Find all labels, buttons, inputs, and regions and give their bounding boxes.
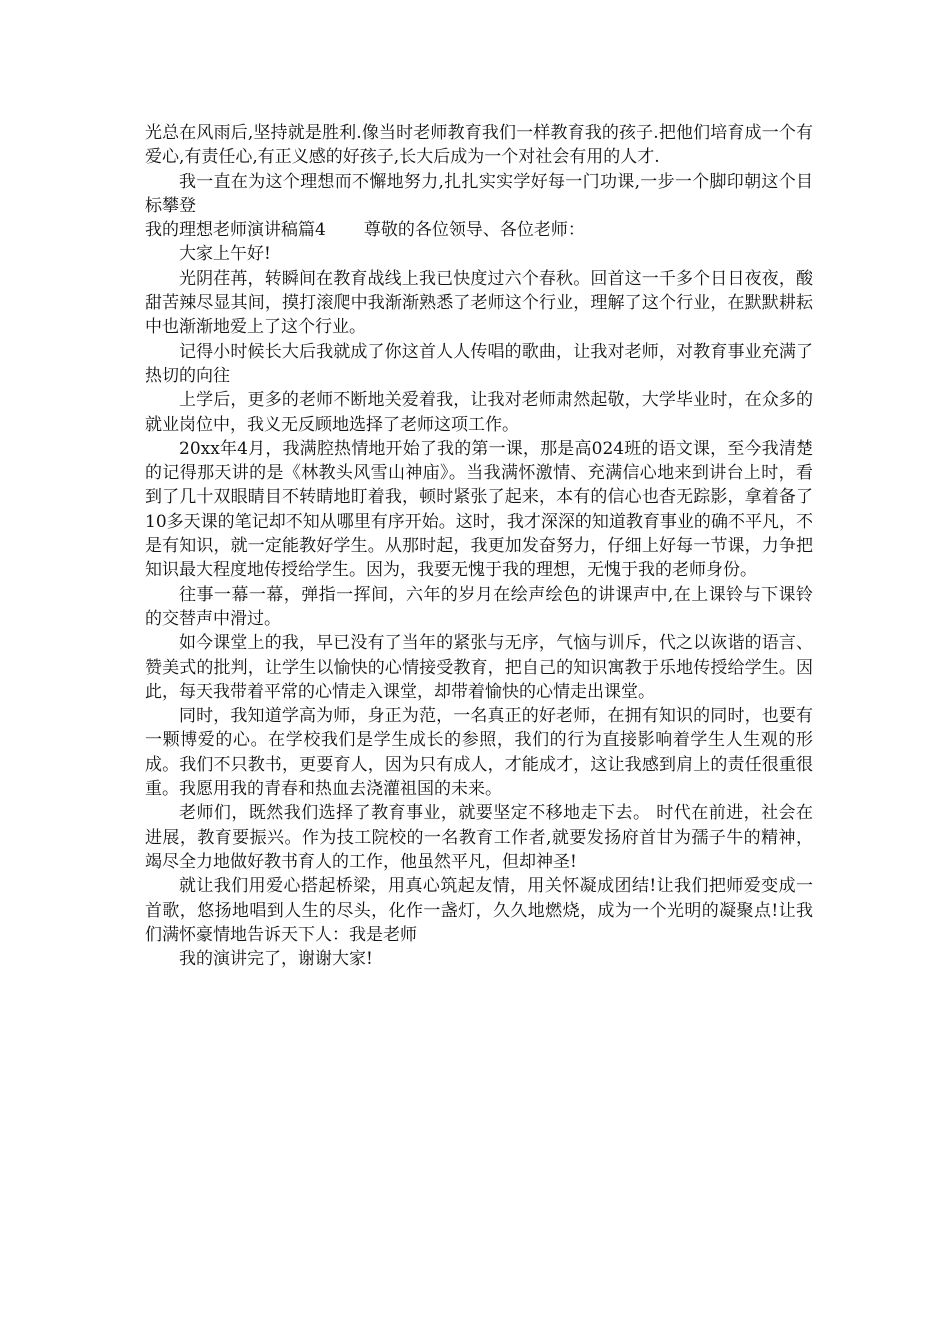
document-body [145,121,813,971]
paragraph: 光阴荏苒，转瞬间在教育战线上我已快度过六个春秋。回首这一千多个日日夜夜，酸甜苦辣尽显其间，摸打滚爬中我渐渐熟悉了老师这个行业，理解了这个行业，在默默耕耘中也渐渐地爱上了这个行业。 [145,268,813,338]
paragraph: 记得小时候长大后我就成了你这首人人传唱的歌曲，让我对老师，对教育事业充满了热切的向往 [145,341,813,386]
section-heading [145,218,813,242]
salutation: 尊敬的各位领导、各位老师： [363,220,585,241]
paragraph: 光总在风雨后,坚持就是胜利.像当时老师教育我们一样教育我的孩子.把他们培育成一个有爱心,有责任心,有正义感的好孩子,长大后成为一个对社会有用的人才. [145,123,813,168]
paragraph: 往事一幕一幕，弹指一挥间，六年的岁月在绘声绘色的讲课声中,在上课铃与下课铃的交替声中滑过。 [145,584,813,629]
paragraph: 20xx年4月，我满腔热情地开始了我的第一课，那是高024班的语文课，至今我清楚的记得那天讲的是《林教头风雪山神庙》。当我满怀激情、充满信心地来到讲台上时，看到了几十双眼睛目不转睛地盯着我，顿时紧张了起来，本有的信心也杳无踪影，拿着备了10多天课的笔记却不知从哪里有序开始。这时，我才深深的知道教育事业的确不平凡，不是有知识，就一定能教好学生。从那时起，我更加发奋努力，仔细上好每一节课，力争把知识最大程度地传授给学生。因为，我要无愧于我的理想，无愧于我的老师身份。 [145,438,813,581]
closing-line: 我的演讲完了，谢谢大家! [179,949,373,970]
greeting: 大家上午好! [179,244,271,265]
paragraph: 我一直在为这个理想而不懈地努力,扎扎实实学好每一门功课,一步一个脚印朝这个目标攀登 [145,171,813,216]
paragraph: 如今课堂上的我，早已没有了当年的紧张与无序，气恼与训斥，代之以诙谐的语言、赞美式的批判，让学生以愉快的心情接受教育，把自己的知识寓教于乐地传授给学生。因此，每天我带着平常的心情走入课堂，却带着愉快的心情走出课堂。 [145,633,813,702]
paragraph: 老师们，既然我们选择了教育事业，就要坚定不移地走下去。 时代在前进，社会在进展，教育要振兴。作为技工院校的一名教育工作者,就要发扬府首甘为孺子牛的精神，竭尽全力地做好教书育人的工作，他虽然平凡，但却神圣! [145,803,813,872]
paragraph: 同时，我知道学高为师，身正为范，一名真正的好老师，在拥有知识的同时，也要有一颗博爱的心。在学校我们是学生成长的参照，我们的行为直接影响着学生人生观的形成。我们不只教书，更要育人，因为只有成人，才能成才，这让我感到肩上的责任很重很重。我愿用我的青春和热血去浇灌祖国的未来。 [145,706,813,800]
section-title: 我的理想老师演讲稿篇4 [145,220,326,241]
paragraph: 就让我们用爱心搭起桥梁，用真心筑起友情，用关怀凝成团结!让我们把师爱变成一首歌，悠扬地唱到人生的尽头，化作一盏灯，久久地燃烧，成为一个光明的凝聚点!让我们满怀豪情地告诉天下人：我是老师 [145,876,813,945]
paragraph: 上学后，更多的老师不断地关爱着我，让我对老师肃然起敬，大学毕业时，在众多的就业岗位中，我义无反顾地选择了老师这项工作。 [145,390,813,435]
